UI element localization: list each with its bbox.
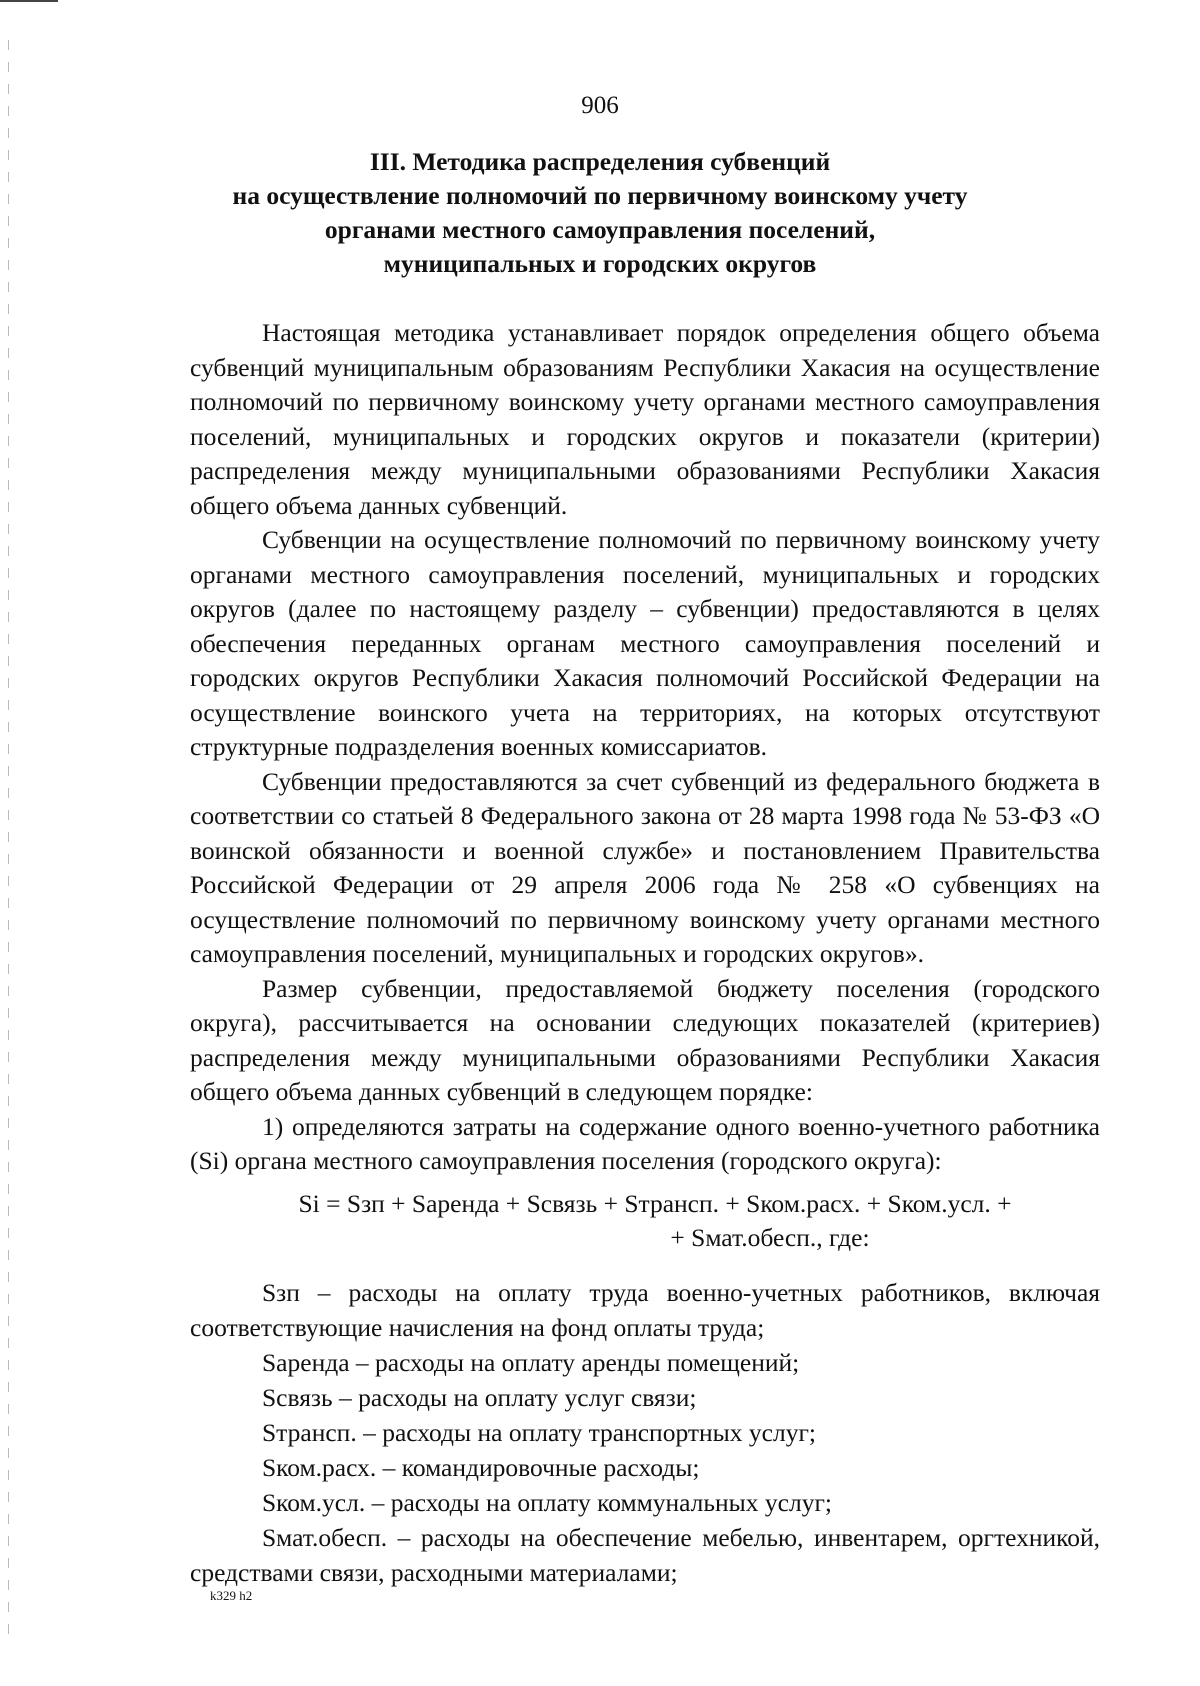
heading-line: на осуществление полномочий по первичному воинскому учету [232, 181, 968, 210]
paragraph: Настоящая методика устанавливает порядок определения общего объема субвенций муниципальным образованиям Республики Хакасия на осуществление полномочий по первичному воинскому учету органами местного самоуправления поселений, муниципальных и городских округов и показатели (критерии) распределения между муниципальными образованиями Республики Хакасия общего объема данных субвенций. [190, 318, 1100, 520]
page-number: 906 [581, 92, 619, 119]
definitions-list [190, 1275, 1100, 1590]
scan-left-edge [8, 40, 9, 1640]
heading-line: муниципальных и городских округов [383, 249, 817, 278]
formula [190, 1187, 1100, 1255]
definition-item: Sзп – расходы на оплату труда военно-учетных работников, включая соответствующие начисления на фонд оплаты труда; [190, 1278, 1100, 1342]
paragraph: Размер субвенции, предоставляемой бюджету поселения (городского округа), рассчитывается на основании следующих показателей (критериев) распределения между муниципальными образованиями Республики Хакасия общего объема данных субвенций в следующем порядке: [190, 973, 1100, 1106]
body-text [190, 316, 1100, 1179]
footer-code: k329 h2 [210, 1588, 253, 1603]
definition-item: Sтрансп. – расходы на оплату транспортных услуг; [262, 1418, 817, 1447]
definition-item: Sсвязь – расходы на оплату услуг связи; [262, 1383, 697, 1412]
section-heading [150, 145, 1050, 281]
definition-item: Sаренда – расходы на оплату аренды помещений; [262, 1348, 800, 1377]
definition-item: Sком.усл. – расходы на оплату коммунальных услуг; [262, 1488, 833, 1517]
formula-line: Si = Sзп + Sаренда + Sсвязь + Sтрансп. + Sком.расх. + Sком.усл. + [298, 1189, 1012, 1218]
heading-line: органами местного самоуправления поселений, [324, 215, 876, 244]
paragraph: Субвенции предоставляются за счет субвенций из федерального бюджета в соответствии со статьей 8 Федерального закона от 28 марта 1998 года № 53-ФЗ «О воинской обязанности и военной службе» и постановлением Правительства Российской Федерации от 29 апреля 2006 года № 258 «О субвенциях на осуществление полномочий по первичному воинскому учету органами местного самоуправления поселений, муниципальных и городских округов». [190, 766, 1100, 968]
definition-item: Sком.расх. – командировочные расходы; [262, 1453, 700, 1482]
formula-line: + Sмат.обесп., где: [670, 1223, 870, 1252]
paragraph: Субвенции на осуществление полномочий по первичному воинскому учету органами местного самоуправления поселений, муниципальных и городских округов (далее по настоящему разделу – субвенции) предоставляются в целях обеспечения переданных органам местного самоуправления поселений и городских округов Республики Хакасия полномочий Российской Федерации на осуществление воинского учета на территориях, на которых отсутствуют структурные подразделения военных комиссариатов. [190, 525, 1100, 761]
definition-item: Sмат.обесп. – расходы на обеспечение мебелью, инвентарем, оргтехникой, средствами связи, расходными материалами; [190, 1523, 1100, 1587]
heading-line: III. Методика распределения субвенций [369, 147, 831, 176]
scan-edge-mark [0, 0, 58, 2]
paragraph: 1) определяются затраты на содержание одного военно-учетного работника (Si) органа местного самоуправления поселения (городского округа): [190, 1111, 1100, 1175]
